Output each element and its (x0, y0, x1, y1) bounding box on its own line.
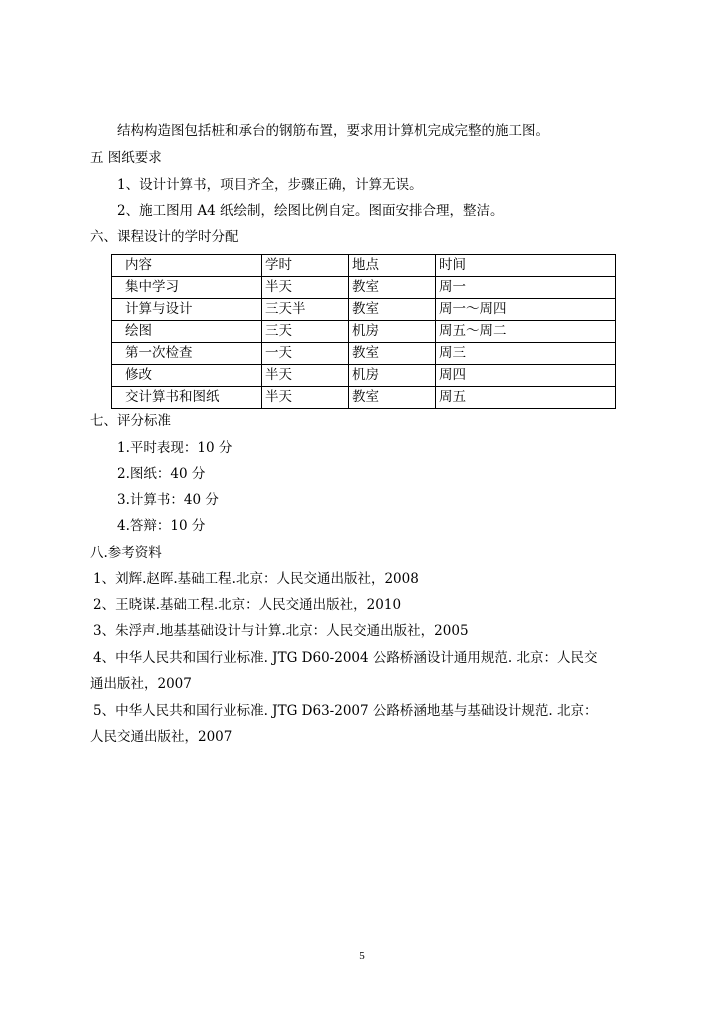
section-7-item-1: 1.平时表现：10 分 (117, 440, 233, 456)
table-row (112, 387, 616, 409)
row-content: 绘图 (112, 321, 262, 343)
row-time: 周五 (436, 387, 616, 409)
header-content: 内容 (112, 255, 262, 277)
section-5-heading: 五 图纸要求 (90, 150, 162, 166)
row-time: 周三 (436, 343, 616, 365)
row-content: 计算与设计 (112, 299, 262, 321)
row-hours: 半天 (262, 277, 349, 299)
section-7-item-4: 4.答辩：10 分 (117, 518, 206, 534)
header-hours: 学时 (262, 255, 349, 277)
row-hours: 三天 (262, 321, 349, 343)
header-location: 地点 (349, 255, 436, 277)
page-number: 5 (359, 950, 365, 962)
schedule-table (111, 254, 616, 409)
row-time: 周四 (436, 365, 616, 387)
reference-5-line-2: 人民交通出版社，2007 (90, 729, 233, 745)
row-location: 机房 (349, 365, 436, 387)
header-time: 时间 (436, 255, 616, 277)
reference-2: 2、王晓谋.基础工程.北京：人民交通出版社，2010 (93, 597, 402, 613)
intro-paragraph: 结构构造图包括桩和承台的钢筋布置，要求用计算机完成完整的施工图。 (117, 123, 549, 139)
row-content: 第一次检查 (112, 343, 262, 365)
reference-1: 1、刘辉.赵晖.基础工程.北京：人民交通出版社，2008 (93, 571, 419, 587)
table-row (112, 343, 616, 365)
row-content: 修改 (112, 365, 262, 387)
reference-4-line-1: 4、中华人民共和国行业标准. JTG D60-2004 公路桥涵设计通用规范. 北京：人民交 (93, 650, 598, 666)
row-time: 周一～周四 (436, 299, 616, 321)
reference-3: 3、朱浮声.地基基础设计与计算.北京：人民交通出版社，2005 (93, 623, 469, 639)
row-hours: 半天 (262, 387, 349, 409)
section-5-item-1: 1、设计计算书，项目齐全，步骤正确，计算无误。 (117, 177, 423, 193)
reference-4-line-2: 通出版社，2007 (90, 676, 192, 692)
table-row (112, 365, 616, 387)
section-7-item-2: 2.图纸：40 分 (117, 466, 206, 482)
row-location: 教室 (349, 277, 436, 299)
row-location: 教室 (349, 343, 436, 365)
section-7-item-3: 3.计算书：40 分 (117, 492, 219, 508)
table-row (112, 321, 616, 343)
section-6-heading: 六、课程设计的学时分配 (90, 229, 239, 245)
row-time: 周一 (436, 277, 616, 299)
row-time: 周五～周二 (436, 321, 616, 343)
table-row (112, 299, 616, 321)
reference-5-line-1: 5、中华人民共和国行业标准. JTG D63-2007 公路桥涵地基与基础设计规范. 北京： (93, 703, 598, 719)
table-header-row (112, 255, 616, 277)
row-location: 机房 (349, 321, 436, 343)
row-hours: 三天半 (262, 299, 349, 321)
row-location: 教室 (349, 299, 436, 321)
section-8-heading: 八.参考资料 (90, 545, 162, 561)
row-content: 交计算书和图纸 (112, 387, 262, 409)
row-hours: 一天 (262, 343, 349, 365)
row-hours: 半天 (262, 365, 349, 387)
table-row (112, 277, 616, 299)
row-content: 集中学习 (112, 277, 262, 299)
row-location: 教室 (349, 387, 436, 409)
section-5-item-2: 2、施工图用 A4 纸绘制，绘图比例自定。图面安排合理，整洁。 (117, 203, 504, 219)
section-7-heading: 七、评分标准 (90, 413, 171, 429)
